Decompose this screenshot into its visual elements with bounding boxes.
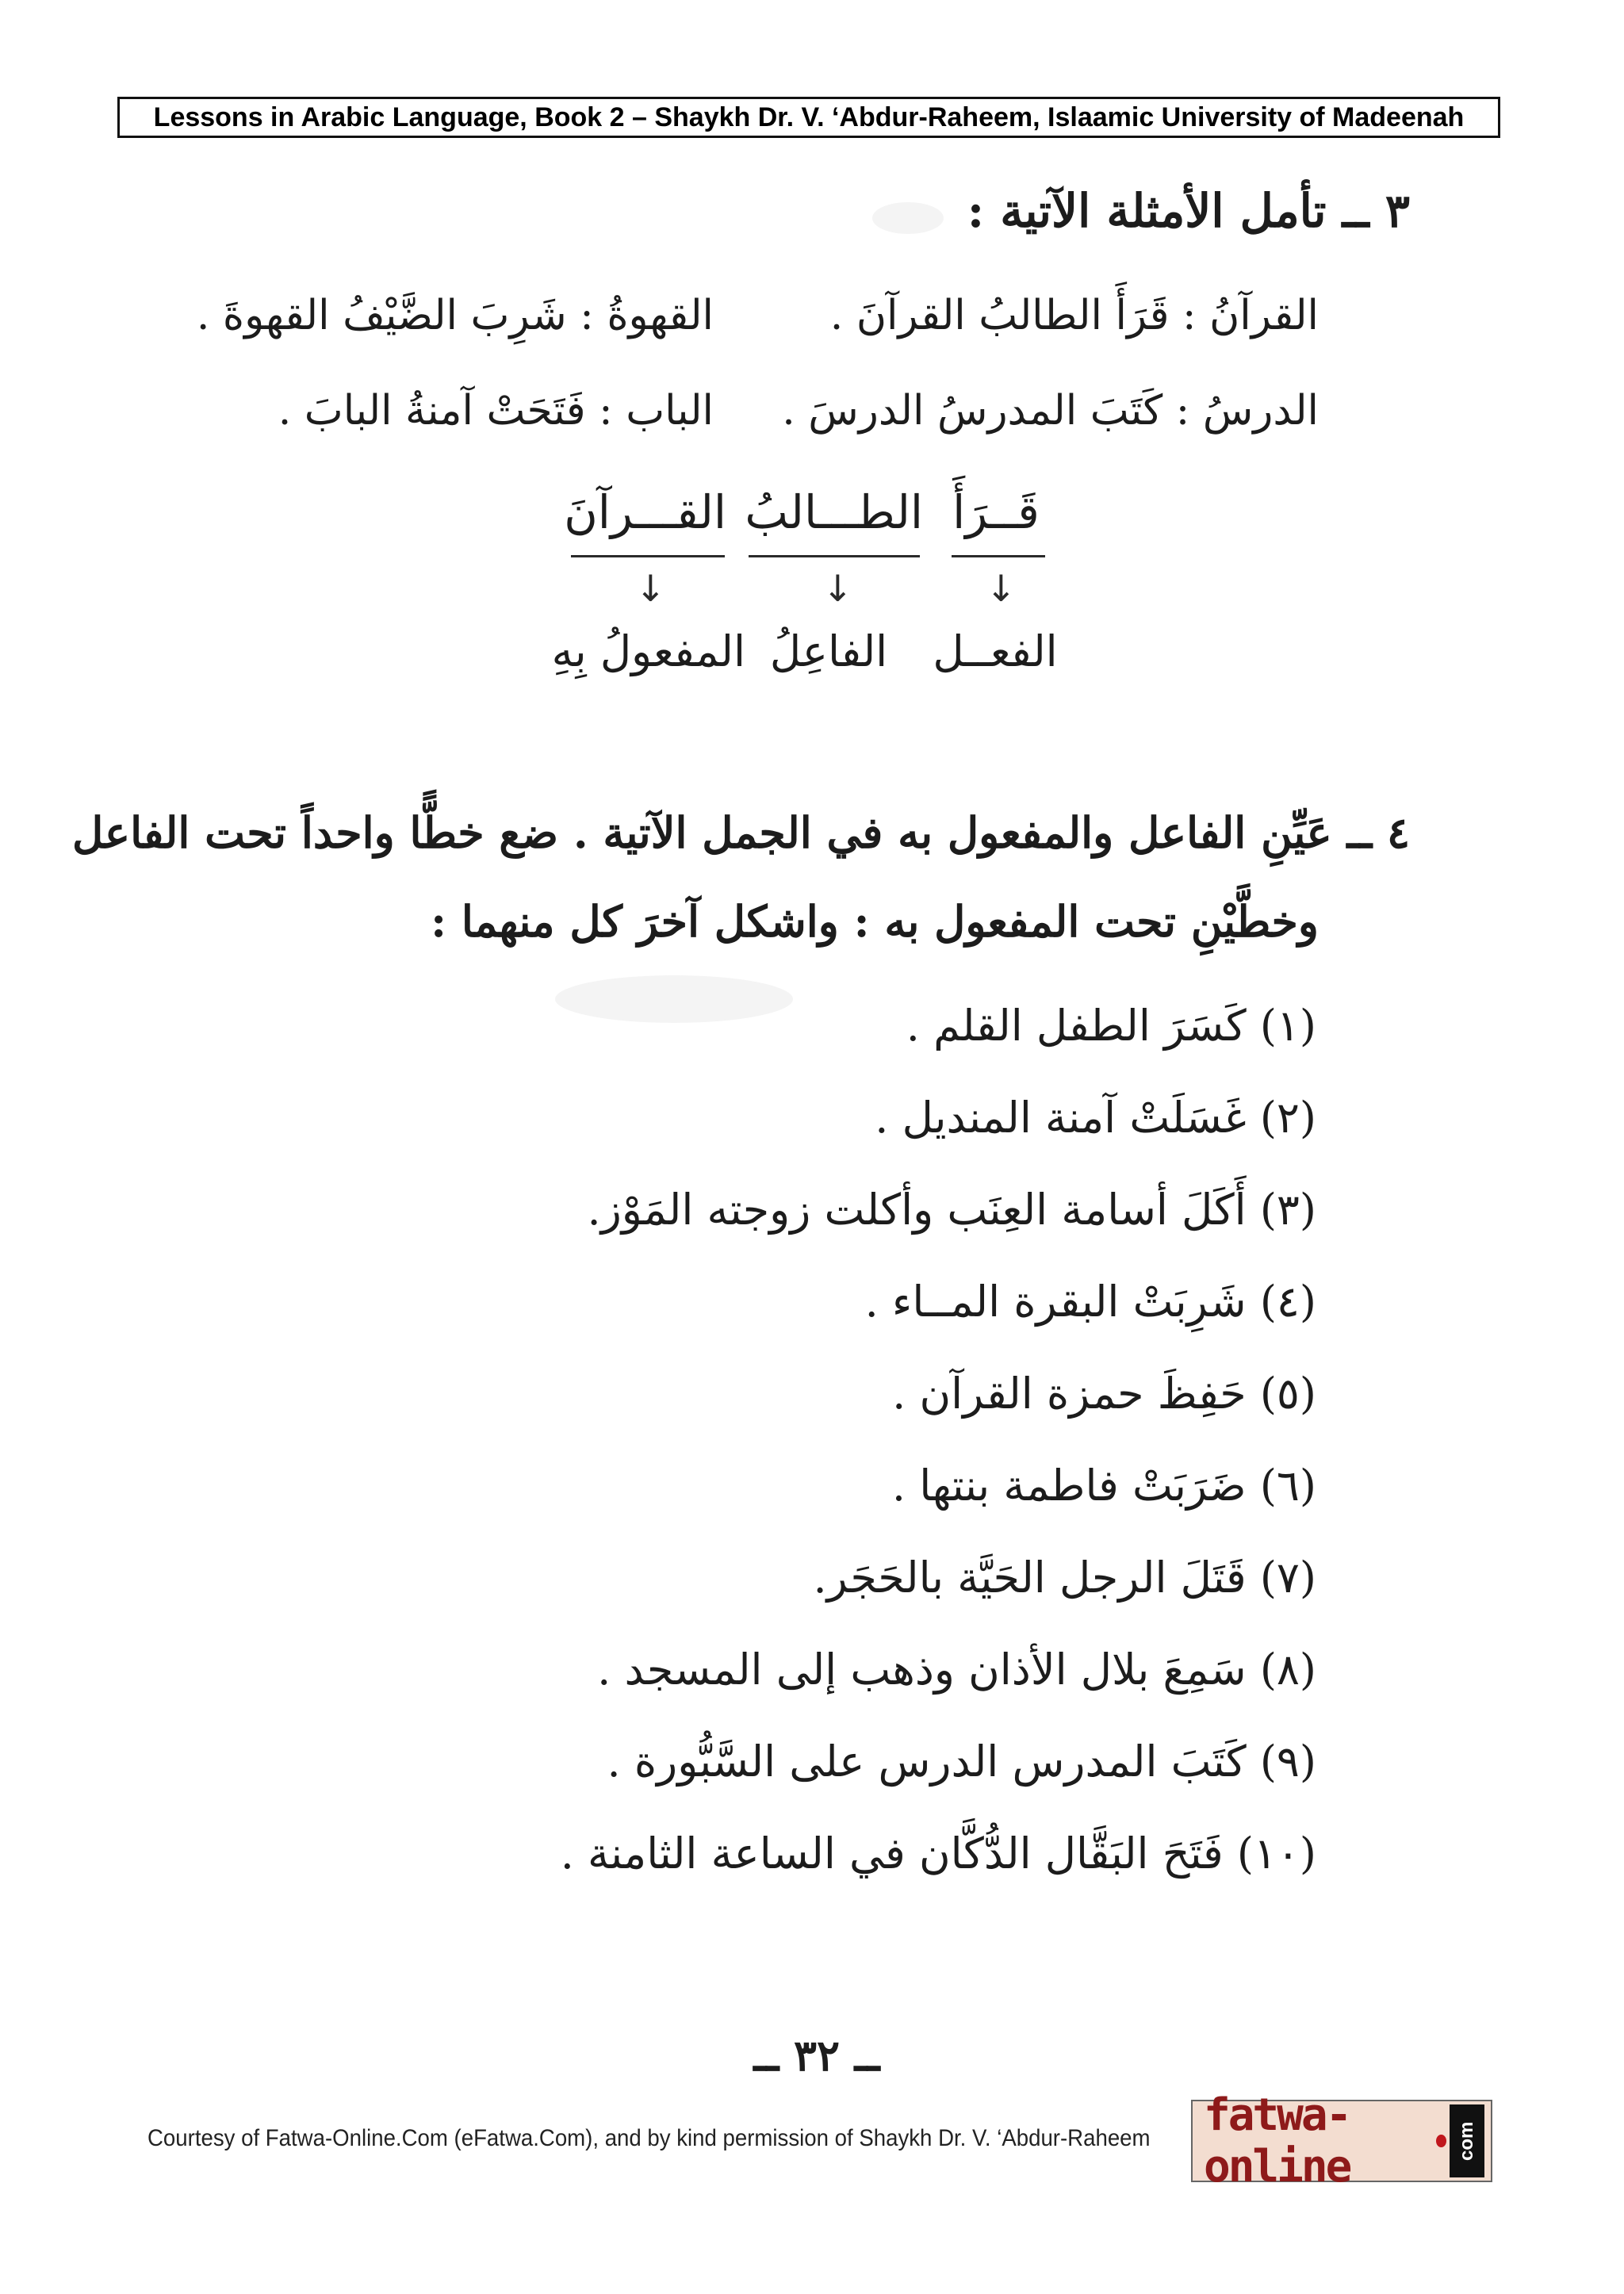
scan-smudge [555,975,793,1023]
page-number: ــ ٣٢ ــ [753,2030,880,2081]
down-arrow-icon: ↓ [635,567,666,610]
example-4: الباب : فَتَحَتْ آمنةُ البابَ . [278,387,714,435]
logo-dot-icon [1436,2135,1446,2147]
diagram-word-subject: الطـــالبُ [745,485,923,539]
exercise-item: (٢) غَسَلَتْ آمنة المنديل . [875,1093,1316,1143]
exercise-item: (٣) أَكَلَ أسامة العِنَب وأكلت زوجته المَوْز. [587,1185,1316,1235]
section-4-instruction-line-1: ٤ ــ عَيِّنِ الفاعل والمفعول به في الجمل الآتية . ضع خطًّا واحداً تحت الفاعل [72,807,1410,858]
example-2: القهوةُ : شَرِبَ الضَّيْفُ القهوةَ . [196,292,714,339]
diagram-word-object: القـــرآنَ [564,485,726,539]
diagram-label-verb: الفعــل [933,626,1058,676]
diagram-label-object: المفعولُ بِهِ [551,626,745,676]
logo-text: fatwa-online [1204,2089,1350,2193]
logo-suffix: com [1450,2104,1484,2177]
example-3: الدرسُ : كَتَبَ المدرسُ الدرسَ . [782,387,1319,435]
exercise-item: (١) كَسَرَ الطفل القلم . [906,1001,1316,1051]
exercise-item: (٤) شَرِبَتْ البقرة المــاء . [864,1277,1316,1327]
example-1: القرآنُ : قَرَأَ الطالبُ القرآنَ . [829,292,1319,339]
down-arrow-icon: ↓ [822,567,853,610]
diagram-underline-subject [749,555,920,557]
fatwa-online-logo[interactable] [1191,2089,1492,2193]
diagram-label-subject: الفاعِلُ [769,626,888,676]
exercise-item: (١٠) فَتَحَ البَقَّال الدُّكَّان في الساعة الثامنة . [560,1829,1316,1878]
section-3-title: ٣ ــ تأمل الأمثلة الآتية : [967,184,1410,238]
section-4-instruction-line-2: وخطَّيْنِ تحت المفعول به : واشكل آخرَ كل منهما : [431,896,1319,947]
header-title: Lessons in Arabic Language, Book 2 – Shaykh Dr. V. ‘Abdur-Raheem, Islaamic University of Madeenah [153,101,1465,132]
exercise-item: (٨) سَمِعَ بلال الأذان وذهب إلى المسجد . [597,1645,1316,1695]
exercise-item: (٦) ضَرَبَتْ فاطمة بنتها . [891,1461,1316,1511]
exercise-item: (٥) حَفِظَ حمزة القرآن . [892,1369,1316,1419]
diagram-underline-object [571,555,725,557]
diagram-word-verb: قَــرَأَ [952,485,1040,539]
diagram-underline-verb [952,555,1045,557]
header-box [117,97,1500,138]
exercise-item: (٧) قَتَلَ الرجل الحَيَّة بالحَجَر. [813,1553,1316,1603]
down-arrow-icon: ↓ [986,567,1017,610]
scan-smudge [872,202,944,234]
footer-credit: Courtesy of Fatwa-Online.Com (eFatwa.Com), and by kind permission of Shaykh Dr. V. ‘Abdur-Raheem [147,2125,1151,2151]
exercise-item: (٩) كَتَبَ المدرس الدرس على السَّبُّورة . [607,1737,1316,1787]
